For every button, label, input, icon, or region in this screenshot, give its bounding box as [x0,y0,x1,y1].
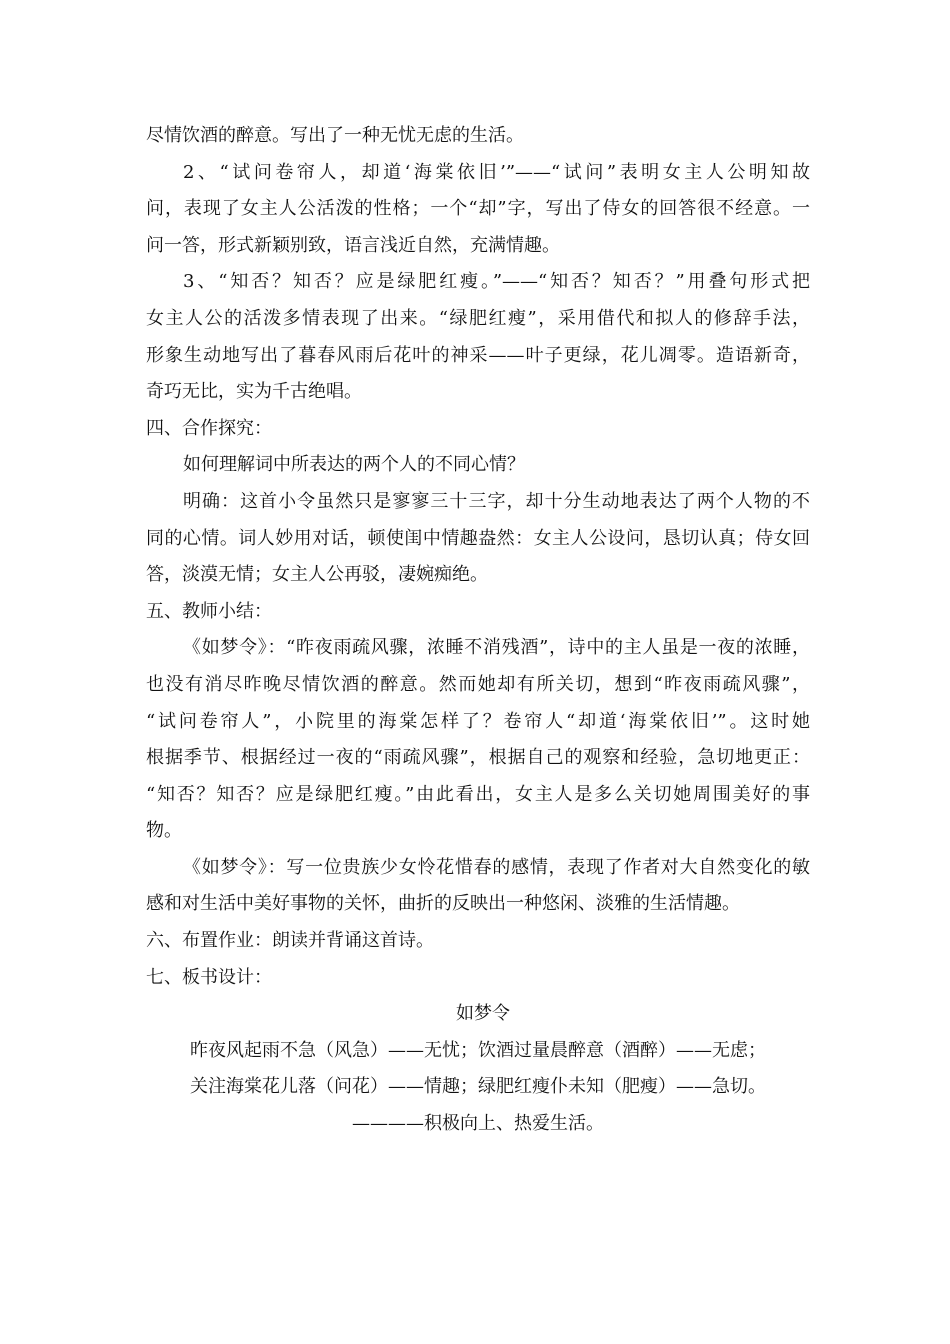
section-heading: 五、教师小结： [146,600,272,622]
paragraph-line: 《如梦令》：“昨夜雨疏风骤，浓睡不消残酒”，诗中的主人虽是一夜的浓睡， [183,637,810,659]
paragraph-line: 奇巧无比，实为千古绝唱。 [146,381,362,403]
section-heading: 四、合作探究： [146,417,272,439]
paragraph-line: 3、“知否？知否？应是绿肥红瘦。”——“知否？知否？”用叠句形式把 [183,271,810,293]
paragraph-line: 《如梦令》：写一位贵族少女怜花惜春的感情，表现了作者对大自然变化的敏 [183,856,810,878]
paragraph-line: 如何理解词中所表达的两个人的不同心情？ [183,454,525,476]
board-summary: ————积极向上、热爱生活。 [352,1113,604,1135]
board-line: 关注海棠花儿落（问花）——情趣；绿肥红瘦仆未知（肥瘦）——急切。 [190,1076,766,1098]
paragraph-line: 物。 [146,820,182,842]
paragraph-line: 形象生动地写出了暮春风雨后花叶的神采——叶子更绿，花儿凋零。造语新奇， [146,344,810,366]
paragraph-line: “试问卷帘人”，小院里的海棠怎样了？卷帘人“却道‘海棠依旧’”。这时她 [146,710,810,732]
paragraph-line: 问，表现了女主人公活泼的性格；一个“却”字，写出了侍女的回答很不经意。一 [146,198,810,220]
paragraph-line: 明确：这首小令虽然只是寥寥三十三字，却十分生动地表达了两个人物的不 [183,490,810,512]
section-heading: 七、板书设计： [146,966,272,988]
paragraph-line: 答，淡漠无情；女主人公再驳，凄婉痴绝。 [146,564,488,586]
paragraph-line: 女主人公的活泼多情表现了出来。“绿肥红瘦”，采用借代和拟人的修辞手法， [146,307,810,329]
paragraph-line: 同的心情。词人妙用对话，顿使闺中情趣盎然：女主人公设问，恳切认真；侍女回 [146,527,810,549]
paragraph-line: 2、“试问卷帘人，却道‘海棠依旧’”——“试问”表明女主人公明知故 [183,161,810,183]
board-design [146,996,810,1142]
paragraph-line: 也没有消尽昨晚尽情饮酒的醉意。然而她却有所关切，想到“昨夜雨疏风骤”， [146,673,810,695]
paragraph-line: 尽情饮酒的醉意。写出了一种无忧无虑的生活。 [146,125,524,146]
paragraph-line: 问一答，形式新颖别致，语言浅近自然，充满情趣。 [146,234,560,256]
paragraph-line: “知否？知否？应是绿肥红瘦。”由此看出，女主人是多么关切她周围美好的事 [146,783,810,805]
board-line: 昨夜风起雨不急（风急）——无忧；饮酒过量晨醉意（酒醉）——无虑； [190,1039,766,1061]
document-page [146,118,810,1143]
board-title: 如梦令 [456,1003,510,1025]
section-heading: 六、布置作业：朗读并背诵这首诗。 [146,930,434,952]
paragraph-line: 根据季节、根据经过一夜的“雨疏风骤”，根据自己的观察和经验，急切地更正： [146,747,810,769]
paragraph-line: 感和对生活中美好事物的关怀，曲折的反映出一种悠闲、淡雅的生活情趣。 [146,893,740,915]
